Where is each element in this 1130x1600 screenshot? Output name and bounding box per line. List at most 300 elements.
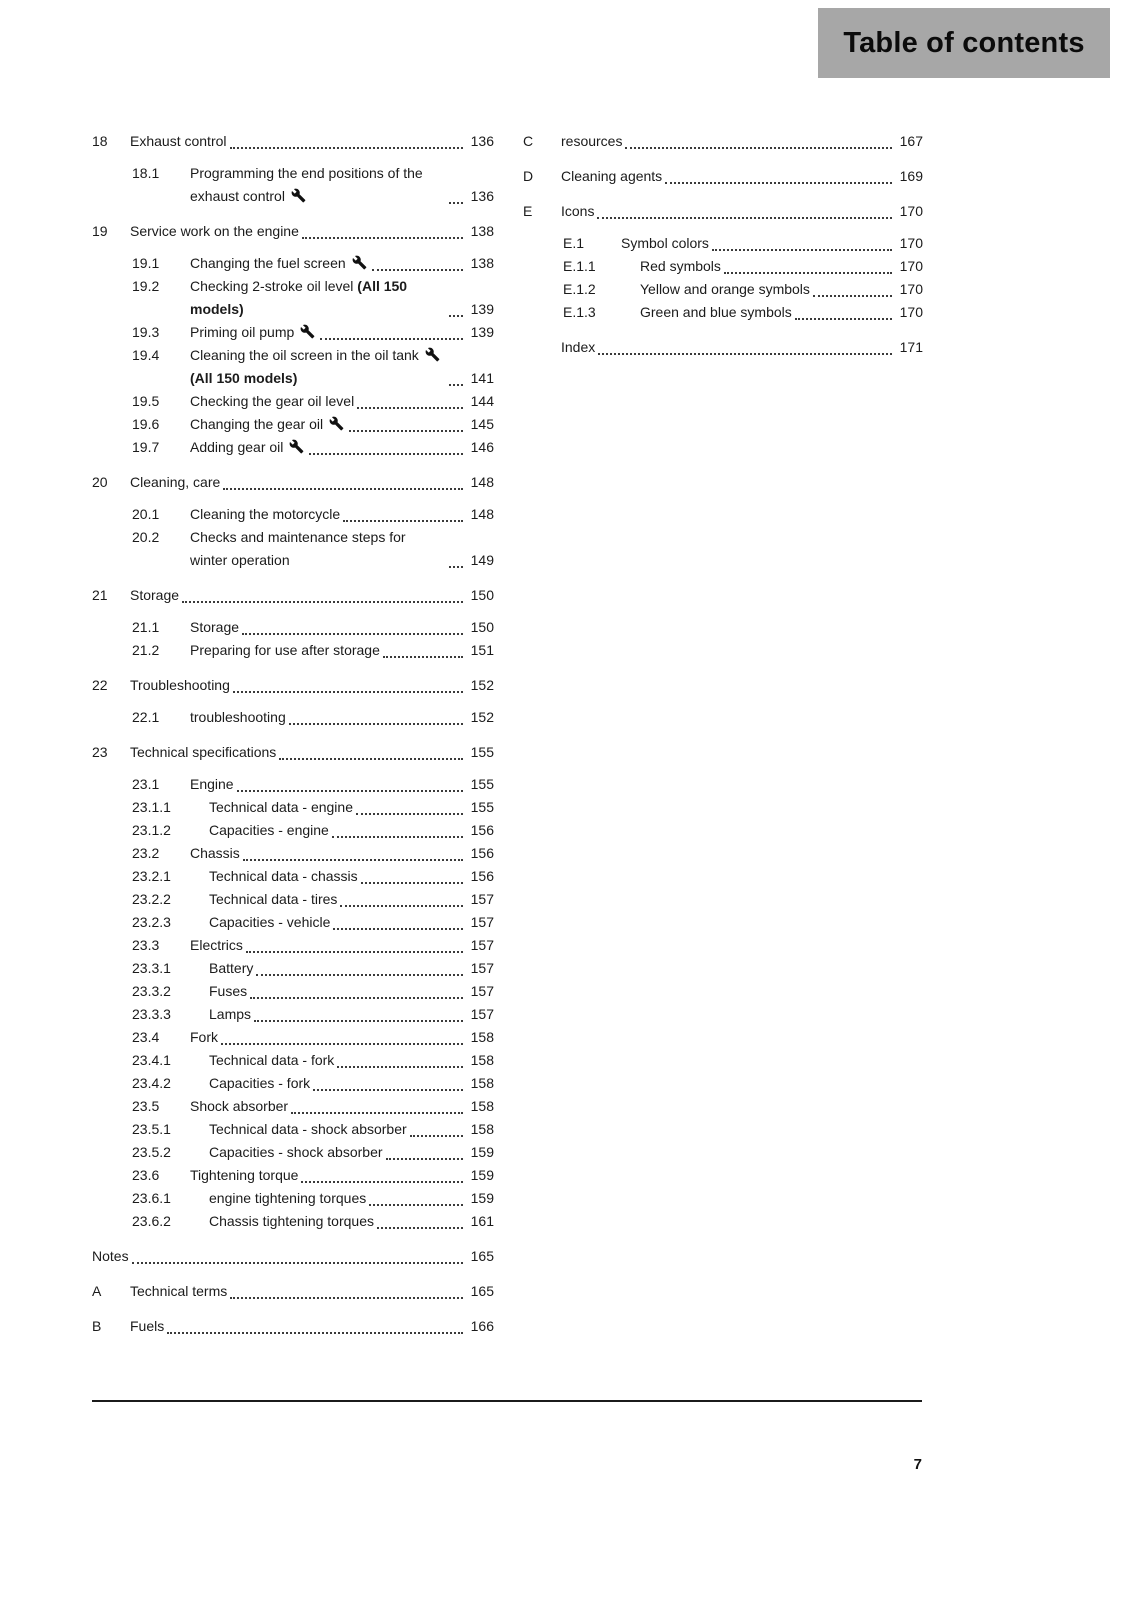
dot-leader — [223, 488, 463, 490]
page-title: Table of contents — [843, 26, 1085, 59]
entry-number: 23.4.1 — [132, 1052, 171, 1068]
entry-title — [190, 503, 340, 526]
entry-title — [209, 980, 247, 1003]
entry-number: 23.3.2 — [132, 983, 171, 999]
entry-number: 20 — [92, 474, 108, 490]
dot-leader — [132, 1262, 463, 1264]
toc-section — [92, 1280, 494, 1303]
entry-title — [190, 773, 234, 796]
entry-page: 146 — [470, 439, 494, 455]
entry-title — [209, 888, 337, 911]
toc-section — [92, 584, 494, 662]
toc-entry-23.5 — [132, 1095, 494, 1118]
dot-leader — [369, 1204, 463, 1206]
entry-text: Technical data - engine — [209, 799, 353, 815]
toc-entry-E.1.1 — [563, 255, 923, 278]
toc-entry-19.1 — [132, 252, 494, 275]
toc-column-right — [523, 130, 923, 371]
dot-leader — [383, 656, 463, 658]
entry-number: 21.2 — [132, 642, 160, 658]
entry-page: 171 — [899, 339, 923, 355]
dot-leader — [356, 813, 463, 815]
toc-entry-A — [92, 1280, 494, 1303]
dot-leader — [320, 338, 463, 340]
entry-number: 22 — [92, 677, 108, 693]
dot-leader — [254, 1020, 463, 1022]
dot-leader — [357, 407, 463, 409]
entry-page: 158 — [470, 1029, 494, 1045]
entry-title — [190, 639, 380, 662]
entry-page: 169 — [899, 168, 923, 184]
entry-text: Icons — [561, 203, 595, 219]
entry-title — [130, 584, 179, 607]
entry-page: 145 — [470, 416, 494, 432]
entry-page: 156 — [470, 845, 494, 861]
entry-title — [190, 162, 446, 208]
entry-text: Cleaning the motorcycle — [190, 506, 341, 522]
entry-page: 155 — [470, 744, 494, 760]
entry-page: 170 — [899, 235, 923, 251]
entry-number: 19.4 — [132, 347, 160, 363]
entry-title — [209, 1210, 374, 1233]
entry-text: Adding gear oil — [190, 439, 288, 455]
toc-section — [92, 1245, 494, 1268]
wrench-icon — [352, 255, 367, 270]
entry-page: 165 — [470, 1283, 494, 1299]
wrench-icon — [289, 439, 304, 454]
entry-number: 23.1.1 — [132, 799, 171, 815]
entry-title — [190, 1026, 218, 1049]
entry-title — [561, 130, 622, 153]
entry-page: 167 — [899, 133, 923, 149]
dot-leader — [246, 951, 463, 953]
toc-entry-E.1.2 — [563, 278, 923, 301]
toc-entry-23.2.3 — [132, 911, 494, 934]
entry-page: 170 — [899, 203, 923, 219]
toc-entry-E — [523, 200, 923, 223]
entry-page: 149 — [470, 552, 494, 568]
entry-text: Checking the gear oil level — [190, 393, 355, 409]
entry-number: 18.1 — [132, 165, 160, 181]
entry-text: Technical data - fork — [209, 1052, 335, 1068]
entry-page: 138 — [470, 255, 494, 271]
dot-leader — [256, 974, 463, 976]
entry-title — [209, 1141, 383, 1164]
dot-leader — [372, 269, 463, 271]
toc-subsection — [92, 706, 494, 729]
entry-number: 19.2 — [132, 278, 160, 294]
toc-section — [92, 220, 494, 459]
entry-number: E.1.3 — [563, 304, 596, 320]
entry-title — [130, 471, 220, 494]
entry-page: 150 — [470, 619, 494, 635]
entry-number: E.1.1 — [563, 258, 596, 274]
entry-number: C — [523, 133, 534, 149]
toc-entry-23.1.1 — [132, 796, 494, 819]
entry-title — [209, 1118, 407, 1141]
entry-text: Technical terms — [130, 1283, 228, 1299]
entry-title — [209, 1003, 251, 1026]
toc-section — [523, 336, 923, 359]
dot-leader — [625, 147, 892, 149]
entry-title — [209, 1072, 310, 1095]
entry-number: 19 — [92, 223, 108, 239]
entry-title — [190, 526, 446, 572]
entry-page: 157 — [470, 983, 494, 999]
toc-entry-23.4.1 — [132, 1049, 494, 1072]
entry-title — [190, 842, 240, 865]
entry-title — [209, 1187, 366, 1210]
entry-page: 141 — [470, 370, 494, 386]
entry-text: troubleshooting — [190, 709, 286, 725]
entry-page: 170 — [899, 281, 923, 297]
toc-section — [92, 674, 494, 729]
entry-text: Technical data - shock absorber — [209, 1121, 407, 1137]
entry-text: Symbol colors — [621, 235, 709, 251]
entry-number: 19.3 — [132, 324, 160, 340]
entry-text: Storage — [130, 587, 180, 603]
entry-title — [190, 321, 317, 344]
entry-text: Battery — [209, 960, 254, 976]
toc-entry-D — [523, 165, 923, 188]
toc-entry-23.2.2 — [132, 888, 494, 911]
entry-text: Tightening torque — [190, 1167, 299, 1183]
entry-title — [190, 706, 286, 729]
toc-entry-C — [523, 130, 923, 153]
toc-entry-23.4.2 — [132, 1072, 494, 1095]
page-header — [818, 8, 1110, 78]
dot-leader — [237, 790, 463, 792]
dot-leader — [724, 272, 892, 274]
entry-text: Technical specifications — [130, 744, 277, 760]
entry-title — [640, 255, 721, 278]
entry-number: 23.4.2 — [132, 1075, 171, 1091]
entry-page: 156 — [470, 822, 494, 838]
toc-entry-20.2 — [132, 526, 494, 572]
entry-number: 23.6.2 — [132, 1213, 171, 1229]
entry-title — [190, 436, 306, 459]
entry-page: 148 — [470, 506, 494, 522]
entry-number: 23.3.1 — [132, 960, 171, 976]
entry-text: Chassis tightening torques — [209, 1213, 374, 1229]
entry-number: 19.1 — [132, 255, 160, 271]
entry-title — [209, 957, 253, 980]
entry-title — [130, 1280, 227, 1303]
entry-title — [190, 616, 239, 639]
entry-title — [561, 200, 594, 223]
entry-page: 157 — [470, 914, 494, 930]
wrench-icon — [329, 416, 344, 431]
entry-text: Shock absorber — [190, 1098, 289, 1114]
dot-leader — [289, 723, 463, 725]
dot-leader — [250, 997, 463, 999]
entry-page: 157 — [470, 937, 494, 953]
entry-number: 23.3.3 — [132, 1006, 171, 1022]
entry-page: 159 — [470, 1190, 494, 1206]
entry-text: Exhaust control — [130, 133, 227, 149]
toc-entry-19.5 — [132, 390, 494, 413]
entry-text: Capacities - shock absorber — [209, 1144, 383, 1160]
entry-text: Cleaning the oil screen in the oil tank — [190, 347, 423, 363]
entry-title — [190, 1164, 298, 1187]
entry-page: 159 — [470, 1144, 494, 1160]
toc-entry-E.1.3 — [563, 301, 923, 324]
toc-entry-22.1 — [132, 706, 494, 729]
dot-leader — [313, 1089, 463, 1091]
wrench-icon — [291, 188, 306, 203]
toc-section — [92, 741, 494, 1233]
entry-page: 165 — [470, 1248, 494, 1264]
entry-number: 21.1 — [132, 619, 160, 635]
entry-title — [190, 275, 446, 321]
entry-text: Capacities - vehicle — [209, 914, 331, 930]
dot-leader — [279, 758, 463, 760]
entry-page: 138 — [470, 223, 494, 239]
toc-subsection — [92, 773, 494, 1233]
entry-page: 161 — [470, 1213, 494, 1229]
toc-section — [92, 130, 494, 208]
toc-subsection — [92, 252, 494, 459]
toc-section — [523, 165, 923, 188]
dot-leader — [377, 1227, 463, 1229]
entry-text: Programming the end positions of the exhaust control — [190, 165, 423, 204]
entry-text: Changing the fuel screen — [190, 255, 350, 271]
toc-entry-19.4 — [132, 344, 494, 390]
dot-leader — [386, 1158, 463, 1160]
toc-subsection — [92, 616, 494, 662]
entry-number: 21 — [92, 587, 108, 603]
page-number: 7 — [913, 1456, 922, 1473]
entry-page: 136 — [470, 133, 494, 149]
entry-text: Technical data - chassis — [209, 868, 358, 884]
entry-title — [561, 336, 595, 359]
entry-page: 159 — [470, 1167, 494, 1183]
entry-number: 23.1.2 — [132, 822, 171, 838]
toc-entry-21 — [92, 584, 494, 607]
entry-number: E — [523, 203, 533, 219]
entry-page: 152 — [470, 677, 494, 693]
toc-entry-23.2 — [132, 842, 494, 865]
entry-text: Engine — [190, 776, 234, 792]
dot-leader — [340, 905, 463, 907]
dot-leader — [309, 453, 463, 455]
dot-leader — [221, 1043, 463, 1045]
entry-page: 155 — [470, 776, 494, 792]
toc-entry-18 — [92, 130, 494, 153]
entry-page: 155 — [470, 799, 494, 815]
entry-text: Yellow and orange symbols — [640, 281, 810, 297]
entry-page: 157 — [470, 960, 494, 976]
entry-number: 23.2.3 — [132, 914, 171, 930]
entry-number: 20.2 — [132, 529, 160, 545]
dot-leader — [795, 318, 892, 320]
dot-leader — [243, 859, 463, 861]
dot-leader — [349, 430, 463, 432]
entry-page: 158 — [470, 1121, 494, 1137]
entry-title — [209, 1049, 334, 1072]
toc-column-left — [92, 130, 494, 1350]
entry-title — [130, 130, 227, 153]
entry-page: 158 — [470, 1052, 494, 1068]
entry-title — [209, 865, 358, 888]
entry-title — [209, 911, 330, 934]
toc-entry-23.2.1 — [132, 865, 494, 888]
entry-number: 23.5 — [132, 1098, 160, 1114]
toc-subsection — [523, 232, 923, 324]
entry-page: 136 — [470, 188, 494, 204]
entry-page: 170 — [899, 304, 923, 320]
entry-page: 152 — [470, 709, 494, 725]
dot-leader — [597, 217, 892, 219]
toc-entry-23.3.1 — [132, 957, 494, 980]
entry-number: 23.5.1 — [132, 1121, 171, 1137]
entry-title — [640, 278, 810, 301]
dot-leader — [598, 353, 892, 355]
toc-entry-23.6.2 — [132, 1210, 494, 1233]
entry-number: 23.2 — [132, 845, 160, 861]
entry-text: Cleaning, care — [130, 474, 221, 490]
toc-entry-19.6 — [132, 413, 494, 436]
toc-entry-23.4 — [132, 1026, 494, 1049]
entry-page: 151 — [470, 642, 494, 658]
entry-text: Green and blue symbols — [640, 304, 792, 320]
dot-leader — [332, 836, 463, 838]
entry-page: 139 — [470, 301, 494, 317]
dot-leader — [233, 691, 463, 693]
dot-leader — [343, 520, 463, 522]
entry-number: 19.6 — [132, 416, 160, 432]
entry-text: Capacities - engine — [209, 822, 329, 838]
entry-title — [209, 819, 329, 842]
toc-subsection — [92, 503, 494, 572]
toc-section — [523, 200, 923, 324]
entry-number: 23.4 — [132, 1029, 160, 1045]
toc-entry-19.3 — [132, 321, 494, 344]
entry-text: Technical data - tires — [209, 891, 338, 907]
entry-page: 158 — [470, 1098, 494, 1114]
entry-title — [130, 674, 230, 697]
entry-page: 157 — [470, 1006, 494, 1022]
entry-text: (All 150 models) — [190, 278, 408, 317]
dot-leader — [301, 1181, 463, 1183]
toc-entry-23.1.2 — [132, 819, 494, 842]
entry-text: Checking 2-stroke oil level — [190, 278, 358, 294]
dot-leader — [230, 147, 464, 149]
dot-leader — [410, 1135, 463, 1137]
entry-number: E.1.2 — [563, 281, 596, 297]
entry-page: 148 — [470, 474, 494, 490]
entry-text: Changing the gear oil — [190, 416, 327, 432]
entry-number: D — [523, 168, 534, 184]
toc-entry — [92, 1245, 494, 1268]
entry-title — [130, 741, 276, 764]
entry-text: Priming oil pump — [190, 324, 299, 340]
entry-number: 23.5.2 — [132, 1144, 171, 1160]
dot-leader — [230, 1297, 463, 1299]
entry-number: 23.6.1 — [132, 1190, 171, 1206]
dot-leader — [449, 315, 463, 317]
entry-page: 144 — [470, 393, 494, 409]
dot-leader — [449, 202, 463, 204]
toc-entry-21.2 — [132, 639, 494, 662]
entry-text: engine tightening torques — [209, 1190, 367, 1206]
entry-text: Capacities - fork — [209, 1075, 311, 1091]
toc-section — [92, 1315, 494, 1338]
entry-text: Fork — [190, 1029, 218, 1045]
toc-entry-23.6 — [132, 1164, 494, 1187]
toc-entry-23.3.3 — [132, 1003, 494, 1026]
entry-text: Fuels — [130, 1318, 165, 1334]
entry-title — [621, 232, 709, 255]
wrench-icon — [425, 347, 440, 362]
toc-section — [523, 130, 923, 153]
toc-entry-23.1 — [132, 773, 494, 796]
entry-number: B — [92, 1318, 102, 1334]
entry-page: 170 — [899, 258, 923, 274]
toc-entry-18.1 — [132, 162, 494, 208]
dot-leader — [337, 1066, 463, 1068]
footer-rule — [92, 1400, 922, 1402]
entry-number: 23 — [92, 744, 108, 760]
entry-title — [190, 934, 243, 957]
dot-leader — [449, 384, 463, 386]
entry-text: Notes — [92, 1248, 129, 1264]
entry-title — [190, 1095, 288, 1118]
entry-page: 158 — [470, 1075, 494, 1091]
entry-number: 22.1 — [132, 709, 160, 725]
entry-number: A — [92, 1283, 102, 1299]
entry-title — [190, 390, 354, 413]
entry-text: (All 150 models) — [190, 370, 298, 386]
dot-leader — [242, 633, 463, 635]
entry-page: 150 — [470, 587, 494, 603]
toc-entry-E.1 — [563, 232, 923, 255]
toc-entry-B — [92, 1315, 494, 1338]
entry-text: Index — [561, 339, 596, 355]
entry-page: 156 — [470, 868, 494, 884]
entry-title — [209, 796, 353, 819]
entry-text: Troubleshooting — [130, 677, 230, 693]
entry-text: resources — [561, 133, 623, 149]
toc-entry-20.1 — [132, 503, 494, 526]
entry-number: E.1 — [563, 235, 585, 251]
entry-number: 18 — [92, 133, 108, 149]
entry-number: 23.3 — [132, 937, 160, 953]
entry-text: Chassis — [190, 845, 240, 861]
entry-text: Red symbols — [640, 258, 721, 274]
entry-title — [130, 220, 299, 243]
toc-entry-22 — [92, 674, 494, 697]
toc-entry-21.1 — [132, 616, 494, 639]
toc-entry-19.2 — [132, 275, 494, 321]
entry-number: 23.6 — [132, 1167, 160, 1183]
toc-entry-19 — [92, 220, 494, 243]
toc-entry — [523, 336, 923, 359]
dot-leader — [182, 601, 463, 603]
toc-entry-19.7 — [132, 436, 494, 459]
entry-text: Storage — [190, 619, 240, 635]
entry-title — [190, 252, 369, 275]
toc-entry-23.3.2 — [132, 980, 494, 1003]
entry-number: 23.2.2 — [132, 891, 171, 907]
entry-number: 19.7 — [132, 439, 160, 455]
entry-text: Cleaning agents — [561, 168, 663, 184]
toc-entry-20 — [92, 471, 494, 494]
entry-number: 23.1 — [132, 776, 160, 792]
dot-leader — [302, 237, 463, 239]
entry-title — [640, 301, 792, 324]
toc-entry-23.5.1 — [132, 1118, 494, 1141]
